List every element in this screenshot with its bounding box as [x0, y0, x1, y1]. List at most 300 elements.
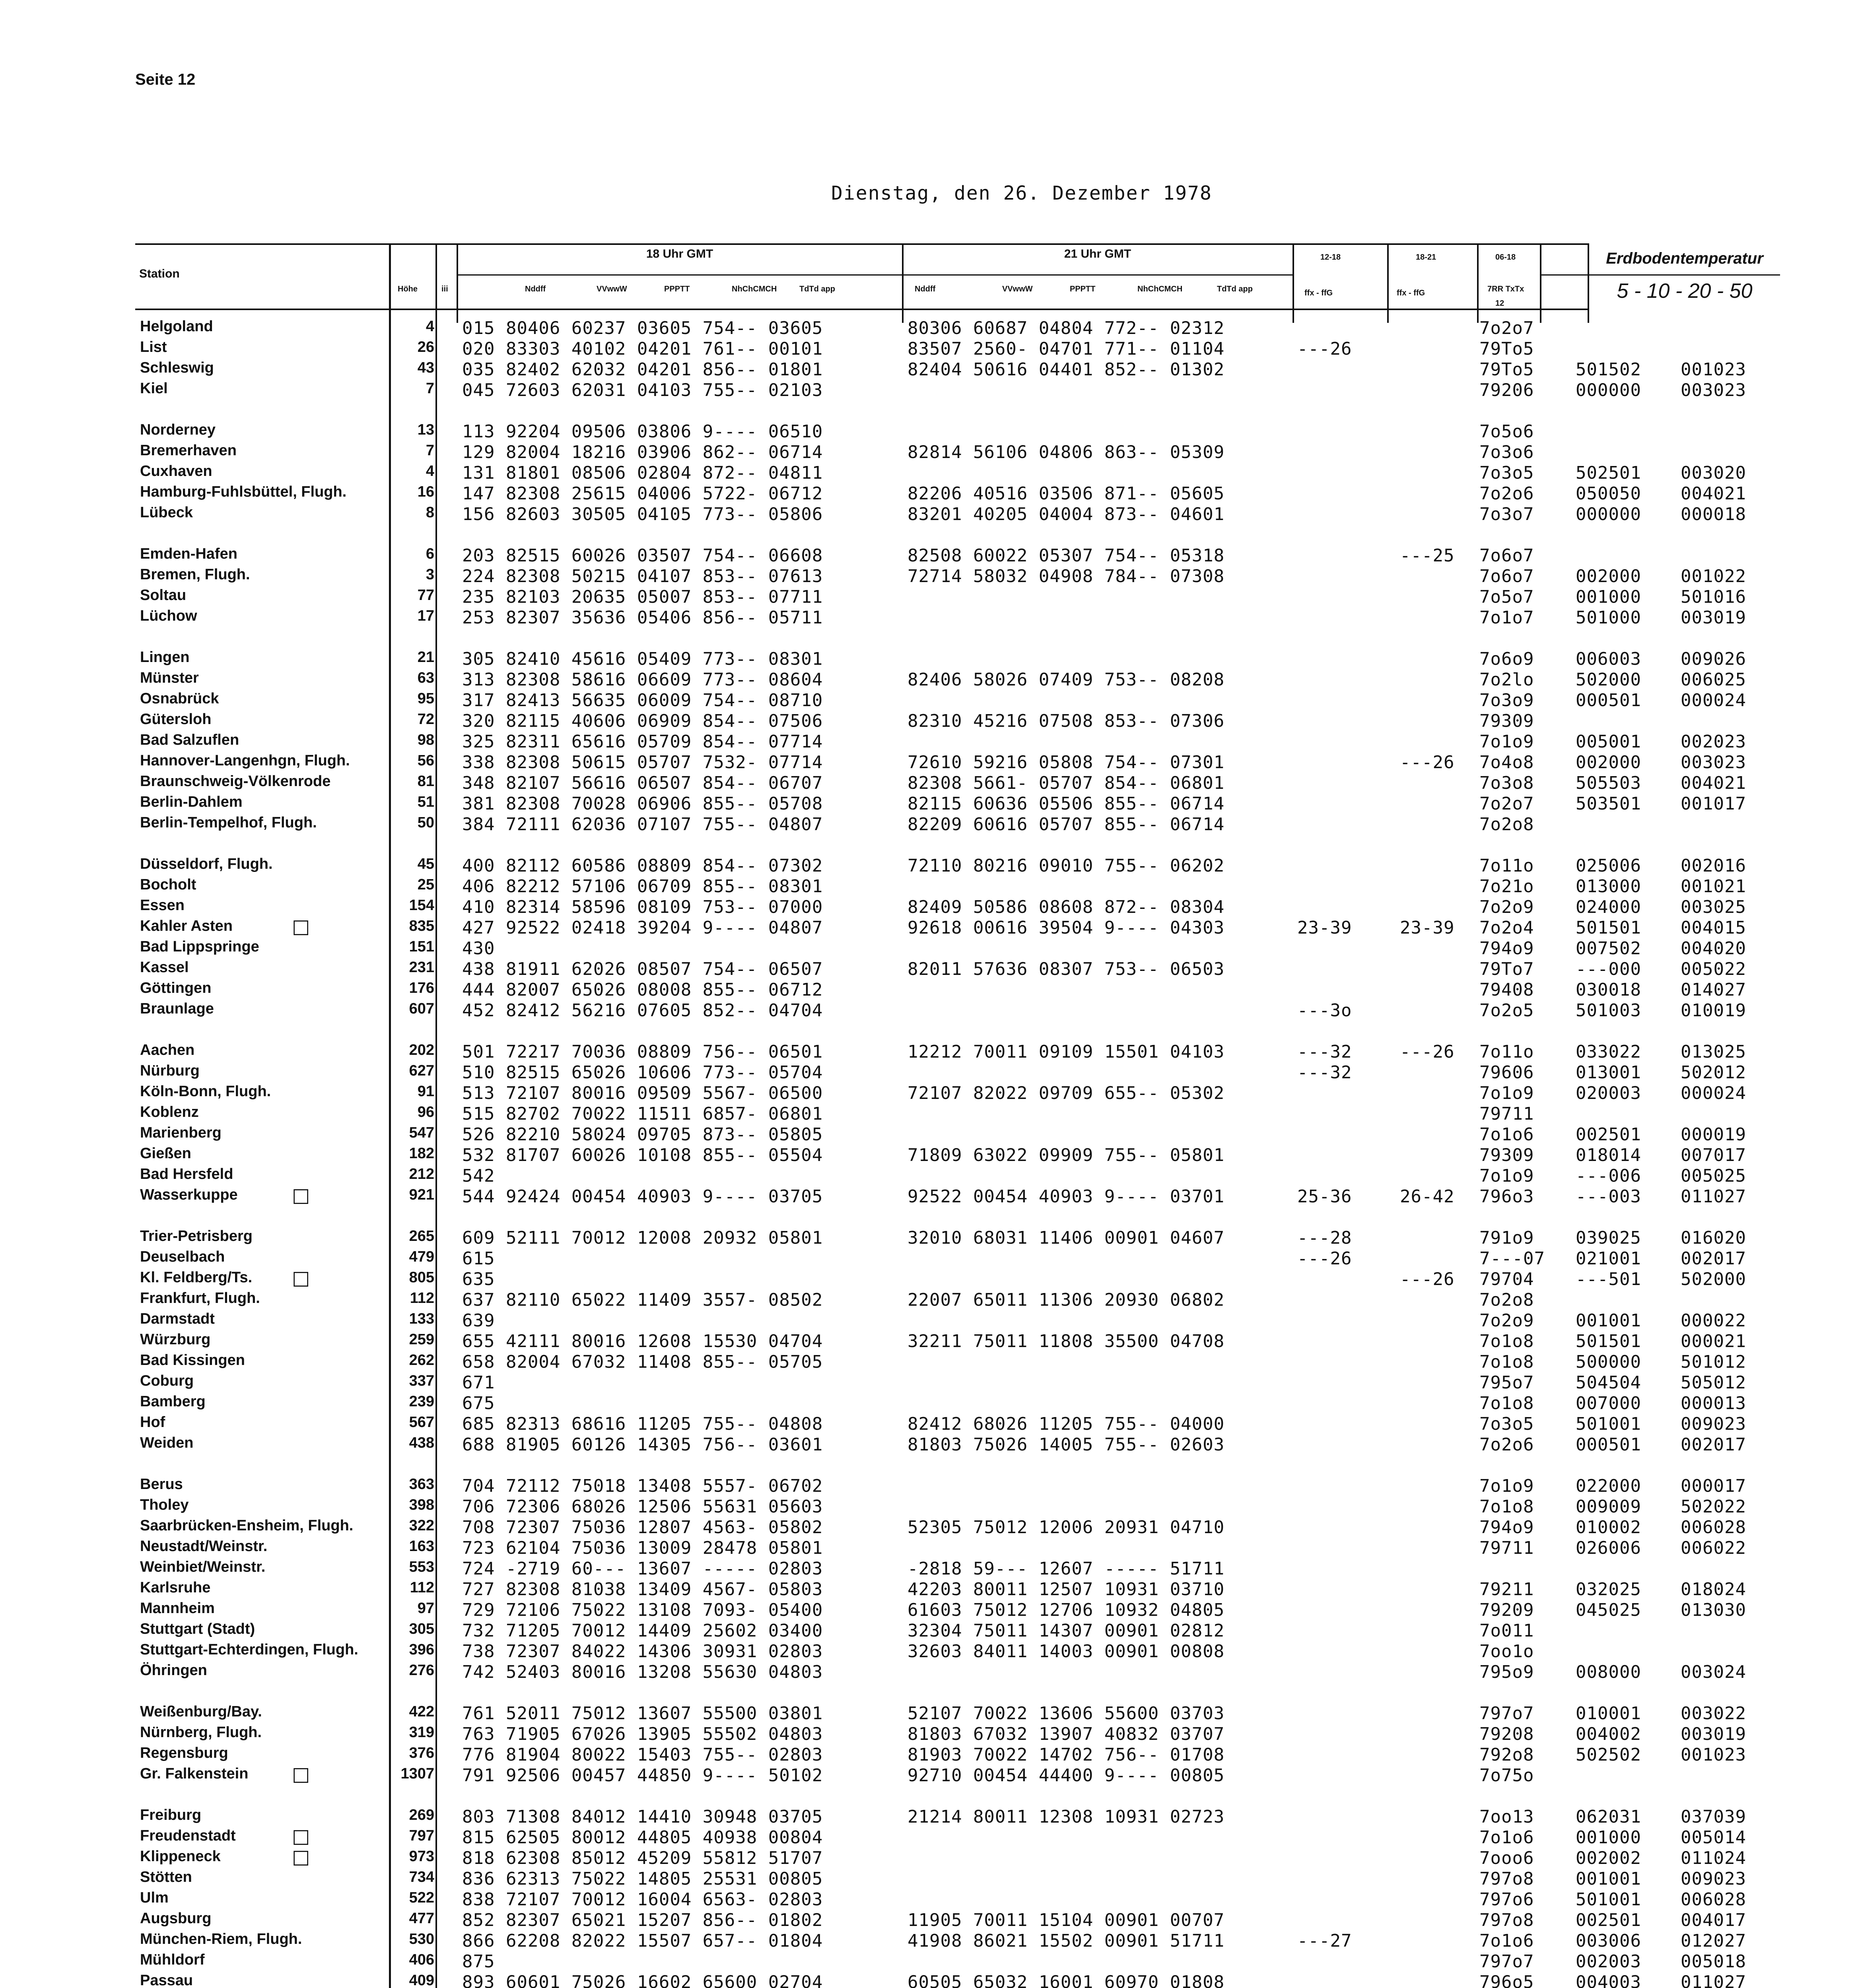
- soil-temp-a: 501001: [1576, 1414, 1641, 1434]
- header-station: Station: [139, 267, 180, 280]
- table-row: [0, 1972, 1860, 1988]
- table-row: [0, 1145, 1860, 1166]
- station-height: 163: [409, 1538, 434, 1555]
- obs-18-utc: 671: [462, 1373, 495, 1393]
- soil-temp-b: 003022: [1681, 1703, 1746, 1724]
- station-name: Berlin-Dahlem: [140, 794, 243, 810]
- station-height: 305: [409, 1621, 434, 1637]
- obs-18-utc: 732 71205 70012 14409 25602 03400: [462, 1621, 823, 1641]
- soil-temp-a: 505503: [1576, 773, 1641, 793]
- obs-21-utc: 72610 59216 05808 754-- 07301: [908, 752, 1225, 773]
- temp-06-18: 79711: [1479, 1538, 1534, 1558]
- table-row: [0, 1124, 1860, 1145]
- table-row: [0, 421, 1860, 442]
- soil-temp-b: 000021: [1681, 1331, 1746, 1351]
- soil-temp-a: 032025: [1576, 1579, 1641, 1600]
- temp-06-18: 7o2o6: [1479, 483, 1534, 504]
- station-name: Weiden: [140, 1435, 194, 1451]
- obs-21-utc: 82814 56106 04806 863-- 05309: [908, 442, 1225, 462]
- station-name: Berlin-Tempelhof, Flugh.: [140, 814, 317, 831]
- temp-06-18: 794o9: [1479, 1517, 1534, 1538]
- station-name: Weinbiet/Weinstr.: [140, 1559, 266, 1575]
- obs-18-utc: 313 82308 58616 06609 773-- 08604: [462, 670, 823, 690]
- temp-06-18: 79408: [1479, 980, 1534, 1000]
- soil-temp-a: 026006: [1576, 1538, 1641, 1558]
- obs-18-utc: 838 72107 70012 16004 6563- 02803: [462, 1889, 823, 1910]
- obs-18-utc: 035 82402 62032 04201 856-- 01801: [462, 359, 823, 380]
- station-name: Mannheim: [140, 1600, 215, 1617]
- obs-18-utc: 510 82515 65026 10606 773-- 05704: [462, 1062, 823, 1083]
- station-name: Cuxhaven: [140, 463, 212, 480]
- soil-temp-b: 018024: [1681, 1579, 1746, 1600]
- soil-temp-a: 009009: [1576, 1497, 1641, 1517]
- table-row: [0, 752, 1860, 773]
- obs-18-utc: 384 72111 62036 07107 755-- 04807: [462, 814, 823, 835]
- table-row: [0, 690, 1860, 711]
- header-ff-12: ffx - ffG: [1304, 289, 1333, 297]
- soil-temp-a: 004003: [1576, 1972, 1641, 1988]
- station-name: Saarbrücken-Ensheim, Flugh.: [140, 1517, 354, 1534]
- obs-18-utc: 776 81904 80022 15403 755-- 02803: [462, 1745, 823, 1765]
- table-row: [0, 504, 1860, 525]
- soil-temp-a: 000501: [1576, 1435, 1641, 1455]
- obs-18-utc: 836 62313 75022 14805 25531 00805: [462, 1869, 823, 1889]
- station-name: Deuselbach: [140, 1248, 225, 1265]
- soil-temp-b: 501012: [1681, 1352, 1746, 1372]
- soil-temp-a: 000000: [1576, 380, 1641, 400]
- temp-06-18: 79309: [1479, 1145, 1534, 1165]
- station-name: Düsseldorf, Flugh.: [140, 856, 273, 872]
- soil-temp-a: 013001: [1576, 1062, 1641, 1083]
- soil-temp-b: 003025: [1681, 897, 1746, 917]
- soil-temp-b: 001022: [1681, 566, 1746, 586]
- station-name: Schleswig: [140, 359, 214, 376]
- table-row: [0, 1352, 1860, 1373]
- station-name: Hannover-Langenhgn, Flugh.: [140, 752, 350, 769]
- obs-18-utc: 723 62104 75036 13009 28478 05801: [462, 1538, 823, 1558]
- obs-18-utc: 815 62505 80012 44805 40938 00804: [462, 1827, 823, 1848]
- soil-temp-a: 006003: [1576, 649, 1641, 669]
- obs-21-utc: 41908 86021 15502 00901 51711: [908, 1931, 1225, 1951]
- temp-06-18: 7o11o: [1479, 1042, 1534, 1062]
- temp-06-18: 7o1o9: [1479, 1083, 1534, 1103]
- soil-temp-a: 000000: [1576, 504, 1641, 524]
- obs-21-utc: 32603 84011 14003 00901 00808: [908, 1641, 1225, 1662]
- station-name: Gütersloh: [140, 711, 212, 728]
- station-name: Lüchow: [140, 608, 197, 624]
- obs-18-utc: 635: [462, 1269, 495, 1289]
- station-height: 212: [409, 1166, 434, 1182]
- station-height: 479: [409, 1248, 434, 1265]
- obs-18-utc: 818 62308 85012 45209 55812 51707: [462, 1848, 823, 1868]
- station-height: 805: [409, 1269, 434, 1286]
- temp-06-18: 7o2o7: [1479, 318, 1534, 338]
- table-row: [0, 1641, 1860, 1662]
- temp-06-18: 7o1o8: [1479, 1497, 1534, 1517]
- station-name: München-Riem, Flugh.: [140, 1931, 302, 1947]
- station-height: 3: [426, 566, 434, 583]
- obs-18-utc: 156 82603 30505 04105 773-- 05806: [462, 504, 823, 524]
- station-name: Bremerhaven: [140, 442, 237, 459]
- obs-18-utc: 513 72107 80016 09509 5567- 06500: [462, 1083, 823, 1103]
- soil-temp-b: 000019: [1681, 1124, 1746, 1145]
- station-height: 112: [410, 1579, 434, 1596]
- table-row: [0, 1310, 1860, 1331]
- temp-06-18: 79To5: [1479, 339, 1534, 359]
- table-row: [0, 1042, 1860, 1062]
- temp-06-18: 792o8: [1479, 1745, 1534, 1765]
- obs-21-utc: 82406 58026 07409 753-- 08208: [908, 670, 1225, 690]
- obs-21-utc: 82409 50586 08608 872-- 08304: [908, 897, 1225, 917]
- station-height: 337: [409, 1373, 434, 1389]
- station-name: Darmstadt: [140, 1310, 215, 1327]
- obs-18-utc: 742 52403 80016 13208 55630 04803: [462, 1662, 823, 1682]
- soil-temp-b: 000013: [1681, 1393, 1746, 1413]
- soil-temp-b: 005022: [1681, 959, 1746, 979]
- obs-21-utc: 82209 60616 05707 855-- 06714: [908, 814, 1225, 835]
- station-height: 734: [409, 1869, 434, 1885]
- station-height: 176: [409, 980, 434, 996]
- obs-21-utc: 52107 70022 13606 55600 03703: [908, 1703, 1225, 1724]
- soil-temp-b: 012027: [1681, 1931, 1746, 1951]
- obs-18-utc: 338 82308 50615 05707 7532- 07714: [462, 752, 823, 773]
- soil-temp-a: 001000: [1576, 587, 1641, 607]
- station-height: 98: [417, 732, 434, 748]
- temp-06-18: 7o011: [1479, 1621, 1534, 1641]
- temp-06-18: 7o2o8: [1479, 814, 1534, 835]
- soil-temp-b: 006028: [1681, 1889, 1746, 1910]
- header-ff-18: ffx - ffG: [1397, 289, 1425, 297]
- obs-18-utc: 706 72306 68026 12506 55631 05603: [462, 1497, 823, 1517]
- obs-21-utc: 82508 60022 05307 754-- 05318: [908, 546, 1225, 566]
- table-row: [0, 380, 1860, 401]
- table-row: [0, 1848, 1860, 1869]
- station-name: Braunlage: [140, 1000, 214, 1017]
- gust-12-18: ---26: [1297, 1248, 1352, 1269]
- soil-temp-a: 024000: [1576, 897, 1641, 917]
- station-height: 96: [417, 1104, 434, 1120]
- header-vvwww-18: VVwwW: [597, 285, 627, 293]
- temp-06-18: 7o21o: [1479, 876, 1534, 897]
- obs-18-utc: 020 83303 40102 04201 761-- 00101: [462, 339, 823, 359]
- soil-temp-b: 000024: [1681, 690, 1746, 711]
- obs-18-utc: 544 92424 00454 40903 9---- 03705: [462, 1186, 823, 1207]
- soil-temp-b: 003019: [1681, 1724, 1746, 1744]
- temp-06-18: 7o6o9: [1479, 649, 1534, 669]
- station-height: 43: [417, 359, 434, 376]
- station-height: 8: [426, 504, 434, 521]
- station-name: Hof: [140, 1414, 165, 1431]
- soil-temp-a: 502502: [1576, 1745, 1641, 1765]
- soil-temp-b: 006022: [1681, 1538, 1746, 1558]
- station-height: 477: [409, 1910, 434, 1927]
- temp-06-18: 797o7: [1479, 1703, 1534, 1724]
- soil-temp-b: 009023: [1681, 1869, 1746, 1889]
- table-row: [0, 915, 1860, 938]
- soil-temp-a: 501501: [1576, 1331, 1641, 1351]
- obs-18-utc: 791 92506 00457 44850 9---- 50102: [462, 1765, 823, 1786]
- marker-box: □: [292, 1763, 310, 1785]
- obs-21-utc: 82206 40516 03506 871-- 05605: [908, 483, 1225, 504]
- obs-18-utc: 320 82115 40606 06909 854-- 07506: [462, 711, 823, 731]
- soil-temp-b: 502012: [1681, 1062, 1746, 1083]
- soil-temp-a: 501000: [1576, 608, 1641, 628]
- gust-12-18: ---28: [1297, 1228, 1352, 1248]
- table-row: [0, 856, 1860, 876]
- station-height: 154: [409, 897, 434, 914]
- table-row: [0, 339, 1860, 359]
- soil-temp-b: 006028: [1681, 1517, 1746, 1538]
- soil-temp-a: 045025: [1576, 1600, 1641, 1620]
- temp-06-18: 797o8: [1479, 1910, 1534, 1930]
- gust-18-21: ---26: [1400, 1042, 1455, 1062]
- obs-18-utc: 542: [462, 1166, 495, 1186]
- table-row: [0, 1807, 1860, 1827]
- table-row: [0, 670, 1860, 690]
- temp-06-18: 79606: [1479, 1062, 1534, 1083]
- soil-temp-a: 002000: [1576, 566, 1641, 586]
- station-height: 530: [409, 1931, 434, 1947]
- station-name: Helgoland: [140, 318, 213, 335]
- table-row: [0, 1951, 1860, 1972]
- obs-21-utc: -2818 59--- 12607 ----- 51711: [908, 1559, 1225, 1579]
- station-name: Nürburg: [140, 1062, 200, 1079]
- obs-18-utc: 609 52111 70012 12008 20932 05801: [462, 1228, 823, 1248]
- soil-temp-a: 502501: [1576, 463, 1641, 483]
- soil-temp-b: 002016: [1681, 856, 1746, 876]
- station-name: Ulm: [140, 1889, 169, 1906]
- header-nddff-18: Nddff: [525, 285, 546, 293]
- soil-temp-b: 505012: [1681, 1373, 1746, 1393]
- soil-temp-b: 001023: [1681, 359, 1746, 380]
- temp-06-18: 7o1o9: [1479, 732, 1534, 752]
- station-height: 21: [417, 649, 434, 666]
- temp-06-18: 7o4o8: [1479, 752, 1534, 773]
- header-vvwww-21: VVwwW: [1002, 285, 1033, 293]
- table-row: [0, 608, 1860, 628]
- station-name: Koblenz: [140, 1104, 199, 1120]
- soil-temp-a: 013000: [1576, 876, 1641, 897]
- station-height: 16: [417, 483, 434, 500]
- soil-temp-a: 033022: [1576, 1042, 1641, 1062]
- table-row: [0, 1827, 1860, 1848]
- header-nh-21: NhChCMCH: [1137, 285, 1183, 293]
- temp-06-18: 7o1o9: [1479, 1166, 1534, 1186]
- temp-06-18: 791o9: [1479, 1228, 1534, 1248]
- obs-18-utc: 113 92204 09506 03806 9---- 06510: [462, 421, 823, 442]
- soil-temp-b: 006025: [1681, 670, 1746, 690]
- temp-06-18: 7o2o8: [1479, 1290, 1534, 1310]
- obs-21-utc: 32010 68031 11406 00901 04607: [908, 1228, 1225, 1248]
- temp-06-18: 79209: [1479, 1600, 1534, 1620]
- station-name: Aachen: [140, 1042, 195, 1058]
- temp-06-18: 79206: [1479, 380, 1534, 400]
- table-row: [0, 1000, 1860, 1021]
- table-row: [0, 1248, 1860, 1269]
- header-t-sub: 12: [1495, 299, 1504, 308]
- temp-06-18: 797o7: [1479, 1951, 1534, 1972]
- station-name: Bad Lippspringe: [140, 938, 259, 955]
- soil-temp-b: 011027: [1681, 1186, 1746, 1207]
- temp-06-18: 7o2o4: [1479, 918, 1534, 938]
- gust-18-21: ---26: [1400, 752, 1455, 773]
- soil-temp-b: 502000: [1681, 1269, 1746, 1289]
- obs-18-utc: 893 60601 75026 16602 65600 02704: [462, 1972, 823, 1988]
- soil-temp-a: 010002: [1576, 1517, 1641, 1538]
- obs-18-utc: 452 82412 56216 07605 852-- 04704: [462, 1000, 823, 1021]
- header-erdbodentemperatur: Erdbodentemperatur: [1606, 250, 1763, 267]
- soil-temp-a: 007000: [1576, 1393, 1641, 1413]
- obs-18-utc: 655 42111 80016 12608 15530 04704: [462, 1331, 823, 1351]
- temp-06-18: 7o1o8: [1479, 1393, 1534, 1413]
- station-height: 4: [426, 318, 434, 335]
- obs-18-utc: 615: [462, 1248, 495, 1269]
- obs-21-utc: 61603 75012 12706 10932 04805: [908, 1600, 1225, 1620]
- temp-06-18: 794o9: [1479, 938, 1534, 959]
- table-row: [0, 980, 1860, 1000]
- station-height: 231: [409, 959, 434, 976]
- table-row: [0, 1331, 1860, 1352]
- soil-temp-b: 000022: [1681, 1310, 1746, 1331]
- temp-06-18: 7o2lo: [1479, 670, 1534, 690]
- station-name: Hamburg-Fuhlsbüttel, Flugh.: [140, 483, 347, 500]
- obs-21-utc: 11905 70011 15104 00901 00707: [908, 1910, 1225, 1930]
- header-18-uhr: 18 Uhr GMT: [646, 247, 713, 260]
- table-row: [0, 1517, 1860, 1538]
- station-height: 112: [410, 1290, 434, 1307]
- soil-temp-b: 003019: [1681, 608, 1746, 628]
- station-height: 607: [409, 1000, 434, 1017]
- soil-temp-a: 002000: [1576, 752, 1641, 773]
- obs-21-utc: 52305 75012 12006 20931 04710: [908, 1517, 1225, 1538]
- station-height: 409: [409, 1972, 434, 1988]
- obs-18-utc: 729 72106 75022 13108 7093- 05400: [462, 1600, 823, 1620]
- station-name: Gr. Falkenstein: [140, 1765, 249, 1782]
- temp-06-18: 7o1o7: [1479, 608, 1534, 628]
- obs-21-utc: 83201 40205 04004 873-- 04601: [908, 504, 1225, 524]
- obs-18-utc: 410 82314 58596 08109 753-- 07000: [462, 897, 823, 917]
- temp-06-18: 7ooo6: [1479, 1848, 1534, 1868]
- gust-12-18: ---26: [1297, 339, 1352, 359]
- station-height: 921: [409, 1186, 434, 1203]
- soil-temp-b: 004021: [1681, 773, 1746, 793]
- obs-18-utc: 400 82112 60586 08809 854-- 07302: [462, 856, 823, 876]
- station-height: 406: [409, 1951, 434, 1968]
- table-row: [0, 1269, 1860, 1290]
- obs-21-utc: 81803 67032 13907 40832 03707: [908, 1724, 1225, 1744]
- station-name: Stötten: [140, 1869, 192, 1885]
- soil-temp-a: 002002: [1576, 1848, 1641, 1868]
- temp-06-18: 79309: [1479, 711, 1534, 731]
- station-height: 91: [417, 1083, 434, 1100]
- station-height: 17: [417, 608, 434, 624]
- obs-18-utc: 235 82103 20635 05007 853-- 07711: [462, 587, 823, 607]
- obs-21-utc: 82404 50616 04401 852-- 01302: [908, 359, 1225, 380]
- station-height: 7: [426, 380, 434, 397]
- table-row: [0, 1910, 1860, 1931]
- obs-18-utc: 526 82210 58024 09705 873-- 05805: [462, 1124, 823, 1145]
- obs-18-utc: 639: [462, 1310, 495, 1331]
- station-height: 13: [417, 421, 434, 438]
- table-row: [0, 649, 1860, 670]
- header-pppp-21: PPPTT: [1070, 285, 1096, 293]
- obs-21-utc: 81803 75026 14005 755-- 02603: [908, 1435, 1225, 1455]
- gust-18-21: ---26: [1400, 1269, 1455, 1289]
- station-height: 376: [409, 1745, 434, 1761]
- header-period-18-21: 18-21: [1416, 253, 1436, 262]
- soil-temp-a: ---003: [1576, 1186, 1641, 1207]
- obs-18-utc: 427 92522 02418 39204 9---- 04807: [462, 918, 823, 938]
- temp-06-18: 7o1o8: [1479, 1352, 1534, 1372]
- station-name: Trier-Petrisberg: [140, 1228, 253, 1244]
- table-row: [0, 1869, 1860, 1889]
- station-name: Osnabrück: [140, 690, 219, 707]
- station-name: Göttingen: [140, 980, 212, 996]
- station-height: 25: [417, 876, 434, 893]
- temp-06-18: 7o1o6: [1479, 1931, 1534, 1951]
- table-row: [0, 1476, 1860, 1497]
- table-row: [0, 1104, 1860, 1124]
- soil-temp-a: 021001: [1576, 1248, 1641, 1269]
- temp-06-18: 7o3o5: [1479, 1414, 1534, 1434]
- table-row: [0, 546, 1860, 566]
- marker-box: □: [292, 1846, 310, 1868]
- header-21-uhr: 21 Uhr GMT: [1064, 247, 1131, 260]
- obs-18-utc: 325 82311 65616 05709 854-- 07714: [462, 732, 823, 752]
- soil-temp-a: 501502: [1576, 359, 1641, 380]
- table-row: [0, 318, 1860, 339]
- obs-18-utc: 675: [462, 1393, 495, 1413]
- station-name: Bad Salzuflen: [140, 732, 239, 748]
- temp-06-18: 7o3o6: [1479, 442, 1534, 462]
- temp-06-18: 7o6o7: [1479, 566, 1534, 586]
- station-height: 835: [409, 918, 434, 934]
- table-row: [0, 897, 1860, 918]
- station-height: 398: [409, 1497, 434, 1513]
- station-name: Kiel: [140, 380, 168, 397]
- station-height: 567: [409, 1414, 434, 1431]
- table-row: [0, 1621, 1860, 1641]
- obs-21-utc: 82115 60636 05506 855-- 06714: [908, 794, 1225, 814]
- temp-06-18: 79211: [1479, 1579, 1534, 1600]
- soil-temp-a: 022000: [1576, 1476, 1641, 1496]
- obs-21-utc: 21214 80011 12308 10931 02723: [908, 1807, 1225, 1827]
- soil-temp-a: 030018: [1576, 980, 1641, 1000]
- station-name: Kl. Feldberg/Ts.: [140, 1269, 253, 1286]
- station-name: Karlsruhe: [140, 1579, 211, 1596]
- header-td-21: TdTd app: [1217, 285, 1253, 293]
- station-name: Stuttgart (Stadt): [140, 1621, 255, 1637]
- soil-temp-b: 001021: [1681, 876, 1746, 897]
- obs-21-utc: 82310 45216 07508 853-- 07306: [908, 711, 1225, 731]
- table-row: [0, 1724, 1860, 1745]
- obs-21-utc: 72107 82022 09709 655-- 05302: [908, 1083, 1225, 1103]
- station-height: 627: [409, 1062, 434, 1079]
- obs-18-utc: 438 81911 62026 08507 754-- 06507: [462, 959, 823, 979]
- soil-temp-a: 501501: [1576, 918, 1641, 938]
- obs-21-utc: 81903 70022 14702 756-- 01708: [908, 1745, 1225, 1765]
- station-name: Regensburg: [140, 1745, 228, 1761]
- station-name: Freudenstadt: [140, 1827, 236, 1844]
- station-height: 45: [417, 856, 434, 872]
- station-name: Bremen, Flugh.: [140, 566, 250, 583]
- gust-18-21: 23-39: [1400, 918, 1455, 938]
- soil-temp-b: 003024: [1681, 1662, 1746, 1682]
- obs-21-utc: 42203 80011 12507 10931 03710: [908, 1579, 1225, 1600]
- obs-18-utc: 131 81801 08506 02804 872-- 04811: [462, 463, 823, 483]
- temp-06-18: 7o2o6: [1479, 1435, 1534, 1455]
- soil-temp-b: 007017: [1681, 1145, 1746, 1165]
